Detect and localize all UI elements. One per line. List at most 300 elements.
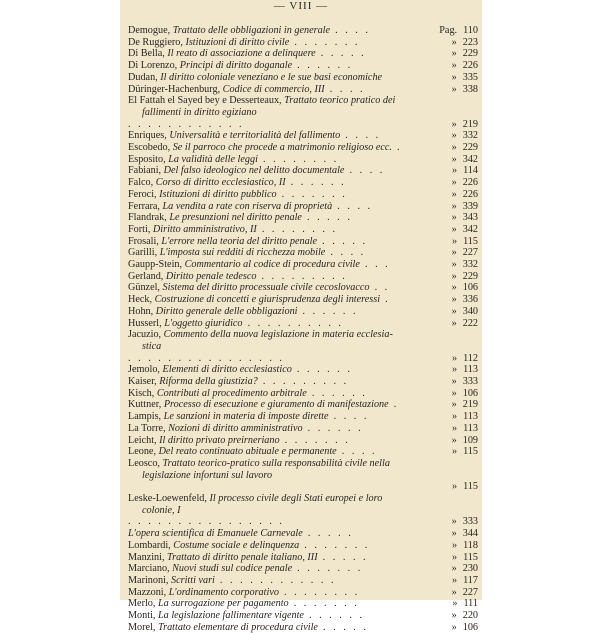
entry-page-number [426,282,478,294]
entry-page-number [426,587,478,599]
entry-title: Il reato di associazione a delinquere [167,48,316,60]
entry-page-number [426,119,478,131]
page-prefix: » [451,387,457,399]
entry-title: Il diritto coloniale veneziano e le sue basi economiche [160,71,383,83]
entry-title: Nuovi studi sul codice penale [172,563,293,575]
page-number-value: 113 [463,411,478,423]
entry-author: Heck, [128,294,155,306]
entry-page-number [426,364,478,376]
page-prefix: » [451,516,457,528]
leader-dots: . . . . . . . . . . . . [128,118,245,130]
entry-title: Processo di esecuzione e giuramento di manifestazione [163,399,389,411]
page-number-value: 219 [462,118,478,130]
page-prefix: » [451,188,457,200]
leader-dots: . . . . . . [291,364,353,376]
entry-title: Riforma della giustizia? [159,376,258,387]
entry-page-number [426,481,478,493]
index-entry [128,142,478,154]
entry-author: Hohn, [128,305,156,317]
entry-title: Trattato elementare di procedura civile [158,621,318,633]
page-prefix: » [452,551,458,563]
page-prefix: » [451,399,457,411]
page-prefix: » [451,259,457,270]
page-number-value: 114 [463,165,478,177]
entry-page-number [426,142,478,154]
entry-author: De Ruggiero, [128,36,186,48]
index-entry [128,446,478,458]
index-entry [128,622,478,633]
entry-title: La legislazione fallimentare vigente [158,610,304,621]
index-entry [128,552,478,564]
page-prefix: » [452,598,458,610]
page-number-value: 229 [462,142,478,153]
page-number-value: 111 [463,598,478,610]
page-prefix: » [451,270,457,282]
entry-page-number [426,236,478,248]
entry-page-number [426,552,478,564]
page-number-value: 335 [462,71,478,83]
leader-dots: . . . . . . . . [256,223,338,235]
entry-author: Demogue, [128,25,173,36]
index-entry [128,411,478,423]
entry-author: Kisch, [128,387,157,399]
page-number-value: 226 [462,177,478,189]
entry-page-number [426,271,478,283]
page-prefix: » [451,376,457,387]
entry-title: La validità delle leggi [168,153,258,165]
page-prefix: » [451,610,457,621]
entry-title: Scritti vari [171,574,215,586]
entry-page-number [426,130,478,142]
page-prefix: » [451,142,457,153]
leader-dots: . . . . . [317,551,369,563]
entry-title: Contributi al procedimento arbitrale [156,387,307,399]
entry-page-number [426,376,478,388]
entry-author: Leone, [128,446,159,458]
entry-page-number [426,25,478,37]
leader-dots: . [380,294,391,306]
entry-page-number [426,388,478,400]
leader-dots: . . . . . [315,48,367,60]
page-number-value: 226 [462,60,478,72]
entry-title: Costume sociale e delinquenza [173,539,300,551]
index-entry [128,119,478,131]
leader-dots: . . . . . . . . [257,153,339,165]
page-prefix: » [451,36,457,48]
page-prefix: » [451,83,457,95]
entry-page-number [426,446,478,458]
entry-title: La surrogazione per pagamento [158,598,289,610]
entry-author: Marciano, [128,563,173,575]
index-entry [128,610,478,622]
entry-author: Husserl, [128,317,165,329]
index-entry [128,84,478,96]
entry-title: Costruzione di concetti e giurisprudenza degli interessi [154,294,381,306]
leader-dots: . . . . . . . . [278,586,360,598]
page-prefix: » [451,200,457,212]
page-number-value: 229 [462,270,478,282]
leader-dots: . . . . . [302,528,354,540]
page-prefix: » [451,60,457,72]
page-number-value: 219 [462,399,478,411]
page-prefix: » [451,153,457,165]
entry-page-number [426,84,478,96]
index-entry [128,528,478,540]
leader-dots: . . . . . . . . . . . . . . . . [128,516,285,528]
entry-page-number [426,224,478,236]
page-number-value: 112 [463,352,478,364]
page-prefix: » [451,177,457,189]
entry-author: Mazzoni, [128,586,169,598]
index-entry [128,72,478,84]
index-entry [128,271,478,283]
page-prefix: » [451,621,457,633]
index-entry [128,212,478,224]
index-entry [128,364,478,376]
leader-dots: . . . . [344,165,385,177]
entry-author: Flandrak, [128,212,170,224]
page-number-value: 113 [463,422,478,434]
entry-title: Commentario al codice di procedura civile [184,259,360,270]
entry-title: Elementi di diritto ecclesiastico [162,364,292,376]
index-entry [128,353,478,365]
index-entry [128,189,478,201]
index-entry [128,201,478,213]
page-prefix: » [452,411,458,423]
entry-author: Düringer-Hachenburg, [128,83,223,95]
page-number-value: 106 [462,282,478,294]
page-header: — VIII — [273,0,329,12]
entry-title: Il processo civile degli Stati europei e loro [209,493,383,504]
page-number-value: 115 [463,446,478,458]
entry-page-number [426,259,478,271]
entry-author: Frosali, [128,235,162,247]
entry-author: Lombardi, [128,539,174,551]
entry-author: Jemolo, [128,364,163,376]
index-entry [128,154,478,166]
leader-dots: . . . [359,259,391,270]
entry-page-number [426,598,478,610]
index-entry [128,224,478,236]
page-number-value: 336 [462,294,478,306]
entry-title-continuation: legislazione infortuni sul lavoro [142,469,273,481]
entry-title: Sistema del diritto processuale civile cecoslovacco [162,282,370,294]
page-prefix: » [451,223,457,235]
entry-page-number [426,212,478,224]
leader-dots: . . . . . . . . . . [242,317,344,329]
page-number-value: 115 [463,235,478,247]
leader-dots: . . . . . . . [299,539,370,551]
page-prefix: » [452,352,458,364]
leader-dots: . . . . [324,83,366,95]
index-entry [128,247,478,259]
entry-page-number [426,516,478,528]
page-prefix: » [452,539,458,551]
page-number-value: 106 [462,621,478,633]
leader-dots: . . . . . . [306,387,368,399]
page-number-value: 230 [462,563,478,575]
leader-dots: . . . . [325,247,366,259]
entry-title: Istituzioni di diritto civile [185,36,290,48]
entry-title: L'imposta sui redditi di ricchezza mobile [159,247,326,259]
leader-dots: . . . . . . . [289,36,360,48]
leader-dots: . . . . . [301,212,353,224]
page-prefix: » [451,71,457,83]
index-entry [128,587,478,599]
index-entry [128,60,478,72]
entry-page-number [426,435,478,447]
leader-dots: . . . . . . [297,305,359,317]
index-entry [128,318,478,330]
leader-dots: . . [369,282,390,294]
entry-author: Merlo, [128,598,158,610]
index-entry [128,423,478,435]
entry-author: La Torre, [128,422,169,434]
entry-author: Forti, [128,223,153,235]
page-prefix: Pag. [439,25,458,36]
leader-dots: . . . . . . [285,177,347,189]
entry-title: Diritto generale delle obbligazioni [155,305,298,317]
entry-page-number [426,622,478,633]
entry-page-number [426,399,478,411]
index-entry [128,236,478,248]
entry-page-number [426,189,478,201]
entry-page-number [426,318,478,330]
entry-page-number [426,423,478,435]
entry-page-number [426,154,478,166]
entry-page-number [426,528,478,540]
leader-dots: . [388,399,399,411]
index-entry [128,329,478,341]
entry-author: Escobedo, [128,142,173,153]
index-entry [128,575,478,587]
page-number-value: 109 [462,434,478,446]
page-prefix: » [451,48,457,60]
page-number-value: 115 [463,481,478,493]
entry-title: La vendita a rate con riserva di proprietà [162,200,333,212]
leader-dots: . . . . . . . [292,563,363,575]
leader-dots: . . . . . . . . . [257,376,349,387]
page-prefix: » [452,574,458,586]
page-number-value: 110 [463,25,478,36]
index-entry [128,458,478,470]
page-number-value: 227 [462,586,478,598]
entry-page-number [426,72,478,84]
page-number-value: 338 [462,83,478,95]
entry-author: Leske-Loewenfeld, [128,493,210,504]
leader-dots: . . . . [332,200,373,212]
page-number-value: 227 [462,247,478,259]
entry-page-number [426,411,478,423]
book-page [120,0,482,633]
page-prefix: » [451,434,457,446]
page-number-value: 344 [462,528,478,540]
page-number-value: 117 [463,574,478,586]
entry-page-number [426,294,478,306]
index-entry [128,540,478,552]
entry-author: Jacuzio, [128,329,164,341]
entry-title: Istituzioni di diritto pubblico [159,188,277,200]
entry-title: Nozioni di diritto amministrativo [168,422,303,434]
entry-author: Lampis, [128,411,164,423]
entry-author: Ferrara, [128,200,163,212]
entry-author: Esposito, [128,153,169,165]
page-prefix: » [452,235,458,247]
entry-title: Trattato teorico pratico dei [284,95,396,107]
page-number-value: 342 [462,223,478,235]
page-number-value: 333 [462,376,478,387]
page-number-value: 106 [462,387,478,399]
page-prefix: » [451,130,457,142]
leader-dots: . . . . . . [292,60,353,72]
page-number-value: 229 [462,48,478,60]
entry-author: Monti, [128,610,159,621]
entry-author: Gaupp-Stein, [128,259,185,270]
index-entry [128,493,478,505]
index-entry [128,48,478,60]
entry-author: Gerland, [128,270,166,282]
leader-dots: . . . . [336,446,378,458]
entry-page-number [426,37,478,49]
index-entry [128,306,478,318]
entry-title: L'errore nella teoria del diritto penale [161,235,318,247]
entry-page-number [426,48,478,60]
index-entry [128,563,478,575]
entry-author: Leicht, [128,434,160,446]
page-prefix: » [452,446,458,458]
entry-author: Enriques, [128,130,170,142]
entry-page-number [426,177,478,189]
entry-title: Codice di commercio, III [222,83,325,95]
entry-author: Di Bella, [128,48,168,60]
index-entry [128,165,478,177]
index-entry [128,598,478,610]
index-entry [128,259,478,271]
entry-title: Il diritto privato preirneriano [159,434,280,446]
entry-title: L'oggetto giuridico [164,317,243,329]
entry-author: Kuttner, [128,399,164,411]
entry-author: Garilli, [128,247,160,259]
page-prefix: » [451,282,457,294]
index-entry [128,376,478,388]
page-prefix: » [451,118,457,130]
entry-author: Kaiser, [128,376,160,387]
page-number-value: 223 [462,36,478,48]
leader-dots: . . . . . . . [279,434,351,446]
index-entry [128,25,478,37]
page-prefix: » [452,422,458,434]
entry-page-number [426,610,478,622]
index-entry [128,388,478,400]
page-prefix: » [451,586,457,598]
leader-dots: . . . . . . [303,610,365,621]
page-prefix: » [452,165,458,177]
entry-page-number [426,306,478,318]
index-entry [128,399,478,411]
page-prefix: » [451,317,457,329]
page-number-value: 115 [463,551,478,563]
index-entry [128,435,478,447]
page-prefix: » [451,305,457,317]
page-prefix: » [451,212,457,224]
index-entry [128,177,478,189]
page-prefix: » [452,481,458,493]
index-entry [128,516,478,528]
index-entry [128,95,478,107]
leader-dots: . . . . . [317,621,369,633]
page-number-value: 342 [462,153,478,165]
entry-title-continuation: stica [142,340,162,352]
page-prefix: » [451,294,457,306]
entry-author: Di Lorenzo, [128,60,180,72]
entry-page-number [426,165,478,177]
leader-dots: . . . . [330,25,371,36]
leader-dots: . . . . . [317,235,368,247]
page-prefix: » [452,364,458,376]
entry-author: Manzini, [128,551,168,563]
entry-page-number [426,201,478,213]
index-entry [128,130,478,142]
entry-author: Dudan, [128,71,161,83]
page-number-value: 226 [462,188,478,200]
leader-dots: . . . . [340,130,381,142]
page-number-value: 332 [462,259,478,270]
page-number-value: 340 [462,305,478,317]
entry-title: L'ordinamento corporativo [168,586,279,598]
entry-author: Morel, [128,621,158,633]
index-entry [128,282,478,294]
page-prefix: » [451,247,457,259]
page-number-value: 222 [462,317,478,329]
entry-page-number [426,353,478,365]
entry-title: Universalità e territorialità del fallimento [169,130,341,142]
entry-title: Trattato di diritto penale italiano, III [167,551,318,563]
leader-dots: . . . . [328,411,369,423]
entry-title-continuation: fallimenti in diritto egiziano [142,106,257,118]
entry-title-continuation: colonie, I [142,504,181,516]
entry-author: Fabiani, [128,165,164,177]
page-number-value: 118 [463,539,478,551]
entry-title: Diritto penale tedesco [165,270,257,282]
entry-page-number [426,563,478,575]
entry-title: Del falso ideologico nel delitto documentale [163,165,345,177]
page-number-value: 333 [462,516,478,528]
page-number-value: 339 [462,200,478,212]
entry-title: Le sanzioni in materia di imposte dirette [163,411,329,423]
entry-author: Feroci, [128,188,160,200]
entry-title: Se il parroco che procede a matrimonio religioso ecc. [172,142,392,153]
index-entry [128,294,478,306]
index-entry [128,37,478,49]
leader-dots: . . . . . . . . . . . . [214,574,336,586]
page-prefix: » [451,528,457,540]
entry-author: Marinoni, [128,574,172,586]
entry-author: Falco, [128,177,156,189]
page-number-value: 113 [463,364,478,376]
entry-title: L'opera scientifica di Emanuele Carnevale [128,528,303,540]
leader-dots: . . . . . . . [276,188,348,200]
leader-dots: . . . . . . . . . . . . . . . . [128,352,285,364]
entry-author: Leosco, [128,457,163,469]
page-number-value: 343 [462,212,478,224]
leader-dots: . . . . . . [302,422,364,434]
entry-page-number [426,60,478,72]
entry-title: Diritto amministrativo, II [152,223,257,235]
entry-title: Trattato teorico-pratico sulla responsabilità civile nella [162,457,390,469]
entry-page-number [426,575,478,587]
entry-page-number [426,247,478,259]
page-number-value: 332 [462,130,478,142]
